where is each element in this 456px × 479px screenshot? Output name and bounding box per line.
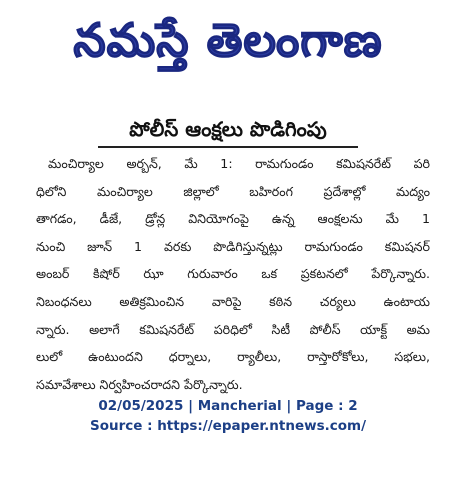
article-line-9: సమావేశాలు నిర్వహించరాదని పేర్కొన్నారు. bbox=[36, 376, 243, 392]
article-body bbox=[36, 150, 430, 398]
article-line-2: ధిలోని మంచిర్యాల జిల్లాలో బహిరంగ ప్రదేశాల్లో మద్యం bbox=[36, 183, 430, 199]
newspaper-logo-title: నమస్తే తెలంగాణ bbox=[73, 13, 383, 67]
article-line-8: లులో ఉంటుందని ధర్నాలు, ర్యాలీలు, రాస్తారోకోలు, సభలు, bbox=[36, 349, 430, 365]
masthead bbox=[0, 0, 456, 80]
article-headline: పోలీస్ ఆంక్షలు పొడిగింపు bbox=[129, 116, 327, 141]
source-footer bbox=[0, 396, 456, 436]
article-line-7: న్నారు. అలాగే కమిషనరేట్ పరిధిలో సిటీ పోలీస్ యాక్ట్ అమ bbox=[36, 321, 430, 337]
article-line-6: నిబంధనలు అతిక్రమించిన వారిపై కఠిన చర్యలు ఉంటాయ bbox=[36, 293, 430, 309]
headline-box bbox=[98, 116, 358, 148]
edition-info: 02/05/2025 | Mancherial | Page : 2 bbox=[98, 398, 358, 414]
article-line-3: తాగడం, డీజే, డ్రోన్ల వినియోగంపై ఉన్న ఆంక్షలను మే 1 bbox=[36, 211, 430, 227]
article-line-1: మంచిర్యాల అర్బన్, మే 1: రామగుండం కమిషనరేట్ పరి bbox=[48, 156, 430, 171]
article-line-4: నుంచి జూన్ 1 వరకు పొడిగిస్తున్నట్లు రామగుండం కమిషనర్ bbox=[36, 238, 430, 254]
article-line-5: అంబర్ కిషోర్ ఝా గురువారం ఒక ప్రకటనలో పేర్కొన్నారు. bbox=[36, 266, 430, 282]
source-link[interactable]: Source : https://epaper.ntnews.com/ bbox=[89, 418, 367, 434]
